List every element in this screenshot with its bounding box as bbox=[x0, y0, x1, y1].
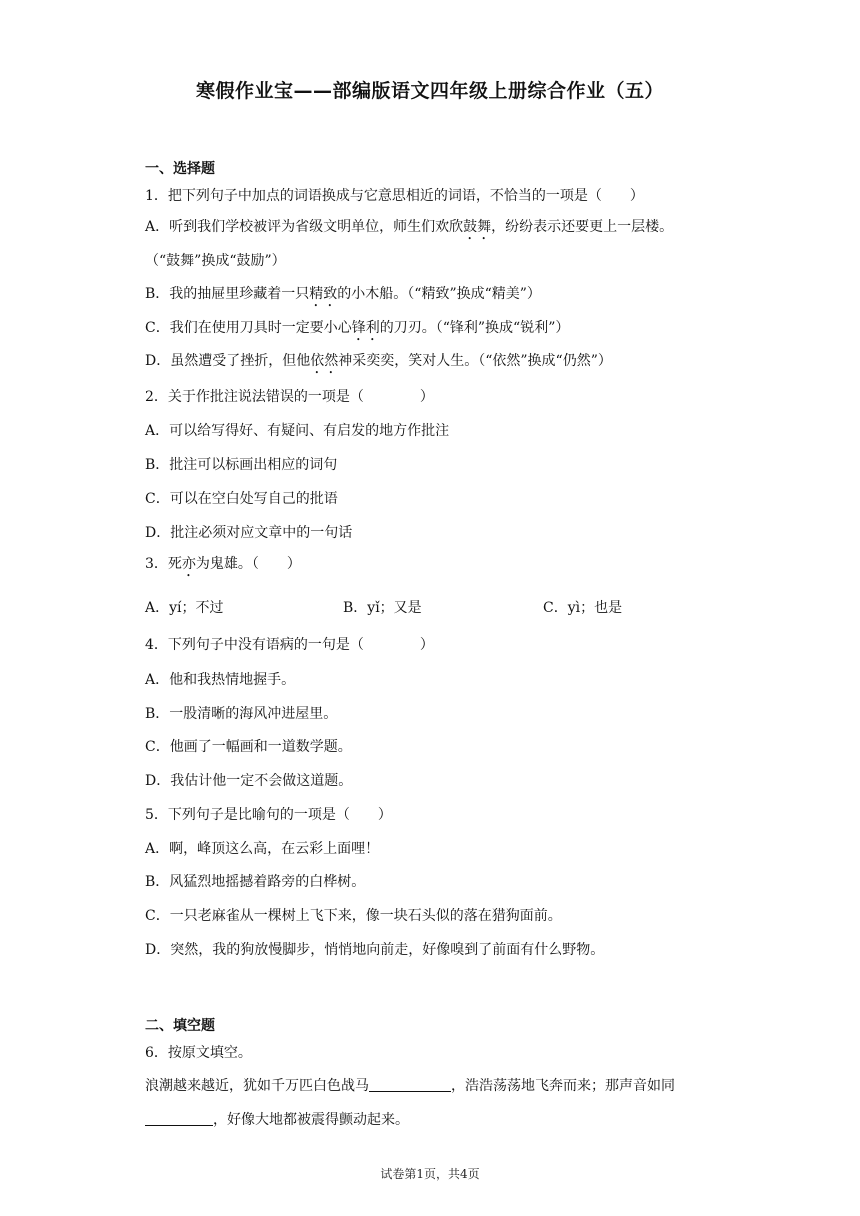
q1-option-a-note: （“鼓舞”换成“鼓励”） bbox=[145, 253, 286, 269]
q3-option-c: C．yì；也是 bbox=[543, 600, 623, 616]
q3-stem: 3．死亦为鬼雄。（ ） bbox=[145, 556, 301, 572]
q2-option-b: B．批注可以标画出相应的词句 bbox=[145, 457, 338, 473]
q5-option-a: A．啊，峰顶这么高，在云彩上面哩！ bbox=[145, 841, 380, 857]
q5-option-c: C．一只老麻雀从一棵树上飞下来，像一块石头似的落在猎狗面前。 bbox=[145, 908, 562, 924]
page-footer: 试卷第1页，共4页 bbox=[380, 1167, 480, 1181]
emphasized-word: 锋利 bbox=[351, 320, 380, 336]
emphasized-word: 精致 bbox=[309, 286, 338, 302]
q5-option-d: D．突然，我的狗放慢脚步，悄悄地向前走，好像嗅到了前面有什么野物。 bbox=[145, 942, 605, 958]
answer-blank-1[interactable] bbox=[369, 1077, 451, 1092]
q3-option-a: A．yí；不过 bbox=[145, 600, 224, 616]
q2-stem: 2．关于作批注说法错误的一项是（ ） bbox=[145, 389, 434, 405]
q5-stem: 5．下列句子是比喻句的一项是（ ） bbox=[145, 807, 392, 823]
q6-stem: 6．按原文填空。 bbox=[145, 1045, 252, 1061]
q1-option-b: B．我的抽屉里珍藏着一只精致的小木船。（“精致”换成“精美”） bbox=[145, 286, 541, 302]
section-heading-fill: 二、填空题 bbox=[145, 1018, 215, 1034]
q1-option-d: D．虽然遭受了挫折，但他依然神采奕奕，笑对人生。（“依然”换成“仍然”） bbox=[145, 353, 612, 369]
q2-option-d: D．批注必须对应文章中的一句话 bbox=[145, 525, 353, 541]
emphasized-word: 鼓舞 bbox=[463, 219, 492, 235]
q2-option-c: C．可以在空白处写自己的批语 bbox=[145, 491, 338, 507]
emphasized-word: 亦 bbox=[181, 556, 196, 572]
q6-line-1: 浪潮越来越近，犹如千万匹白色战马 ，浩浩荡荡地飞奔而来；那声音如同 bbox=[145, 1078, 675, 1094]
q3-option-b: B．yǐ；又是 bbox=[343, 600, 422, 616]
q5-option-b: B．风猛烈地摇撼着路旁的白桦树。 bbox=[145, 874, 366, 890]
answer-blank-2[interactable] bbox=[145, 1111, 213, 1126]
q4-option-d: D．我估计他一定不会做这道题。 bbox=[145, 773, 353, 789]
q6-line-2: ，好像大地都被震得颤动起来。 bbox=[145, 1111, 409, 1129]
q1-stem: 1．把下列句子中加点的词语换成与它意思相近的词语，不恰当的一项是（ ） bbox=[145, 188, 644, 204]
q4-option-a: A．他和我热情地握手。 bbox=[145, 672, 296, 688]
q1-option-a: A．听到我们学校被评为省级文明单位，师生们欢欣鼓舞，纷纷表示还要更上一层楼。 bbox=[145, 219, 674, 235]
q4-stem: 4．下列句子中没有语病的一句是（ ） bbox=[145, 637, 434, 653]
q4-option-b: B．一股清晰的海风冲进屋里。 bbox=[145, 706, 338, 722]
q4-option-c: C．他画了一幅画和一道数学题。 bbox=[145, 739, 352, 755]
emphasized-word: 依然 bbox=[310, 353, 339, 369]
q1-option-c: C．我们在使用刀具时一定要小心锋利的刀刃。（“锋利”换成“锐利”） bbox=[145, 320, 570, 336]
section-heading-choice: 一、选择题 bbox=[145, 161, 215, 177]
q2-option-a: A．可以给写得好、有疑问、有启发的地方作批注 bbox=[145, 423, 450, 439]
page-title: 寒假作业宝——部编版语文四年级上册综合作业（五） bbox=[195, 80, 664, 102]
